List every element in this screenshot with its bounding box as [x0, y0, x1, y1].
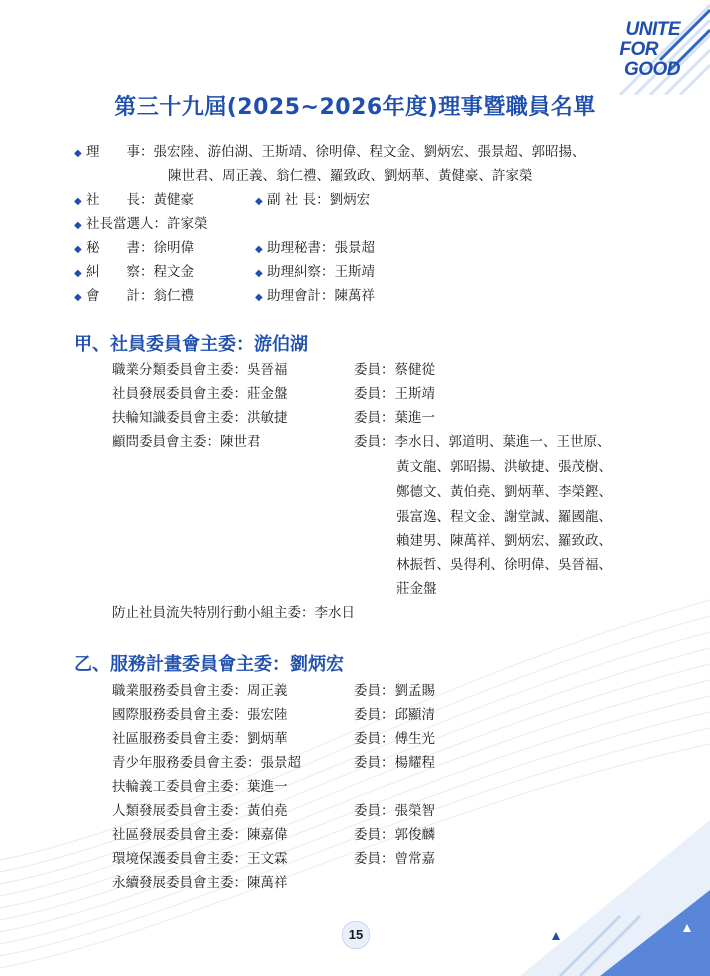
- diamond-bullet-icon: ◆: [255, 196, 263, 207]
- section-b-members-2: 委員：邱顯清: [354, 707, 435, 723]
- section-a-members-1: 委員：蔡健從: [354, 362, 435, 378]
- directors-list-line-1: 張宏陸、游伯湖、王斯靖、徐明偉、程文金、劉炳宏、張景超、郭昭揚、: [153, 144, 586, 160]
- section-a-chair-1: 職業分類委員會主委：吳晉福: [112, 362, 288, 378]
- diamond-bullet-icon: ◆: [255, 268, 263, 279]
- section-a-chair-2: 社員發展委員會主委：莊金盤: [112, 386, 288, 402]
- directors-list-line-2: 陳世君、周正義、翁仁禮、羅致政、劉炳華、黃健豪、許家榮: [168, 168, 533, 184]
- section-b-members-8: 委員：曾常嘉: [354, 851, 435, 867]
- vice-president-row: [255, 192, 370, 210]
- section-b-chair-4: 青少年服務委員會主委：張景超: [112, 755, 301, 771]
- secretary-text: 秘 書：徐明偉: [86, 240, 194, 256]
- asst-sergeant-text: 助理糾察：王斯靖: [267, 264, 375, 280]
- logo-line-2: FOR: [619, 39, 658, 60]
- section-a-members-4: 委員：李水日、郭道明、葉進一、王世原、: [354, 434, 611, 450]
- section-b-chair-7: 社區發展委員會主委：陳嘉偉: [112, 827, 288, 843]
- treasurer-row: [74, 288, 194, 306]
- advisor-list-line: 鄭德文、黃伯堯、劉炳華、李榮鏗、: [396, 484, 612, 500]
- section-b-members-4: 委員：楊耀程: [354, 755, 435, 771]
- asst-treasurer-row: [255, 288, 375, 306]
- section-a-chair-3: 扶輪知識委員會主委：洪敏捷: [112, 410, 288, 426]
- asst-secretary-text: 助理秘書：張景超: [267, 240, 375, 256]
- advisor-list-line: 林振哲、吳得利、徐明偉、吳晉福、: [396, 557, 612, 573]
- section-b-members-7: 委員：郭俊麟: [354, 827, 435, 843]
- sergeant-text: 糾 察：程文金: [86, 264, 194, 280]
- directors-label: 理 事：: [86, 144, 154, 160]
- directors-row: [74, 144, 586, 162]
- diamond-bullet-icon: ◆: [74, 244, 82, 255]
- section-a-chair-4: 顧問委員會主委：陳世君: [112, 434, 261, 450]
- diamond-bullet-icon: ◆: [74, 196, 82, 207]
- section-b-chair-3: 社區服務委員會主委：劉炳華: [112, 731, 288, 747]
- president-elect-text: 社長當選人：許家榮: [86, 216, 208, 232]
- unite-for-good-logo: [619, 20, 680, 80]
- section-b-chair-5: 扶輪義工委員會主委：葉進一: [112, 779, 288, 795]
- president-row: [74, 192, 194, 210]
- diamond-bullet-icon: ◆: [74, 292, 82, 303]
- treasurer-text: 會 計：翁仁禮: [86, 288, 194, 304]
- advisor-list-line: 賴建男、陳萬祥、劉炳宏、羅致政、: [396, 533, 612, 549]
- section-b-chair-1: 職業服務委員會主委：周正義: [112, 683, 288, 699]
- section-a-heading: 甲、社員委員會主委：游伯湖: [74, 334, 308, 355]
- section-b-chair-6: 人類發展委員會主委：黃伯堯: [112, 803, 288, 819]
- asst-secretary-row: [255, 240, 375, 258]
- diamond-bullet-icon: ◆: [74, 220, 82, 231]
- section-b-members-6: 委員：張榮智: [354, 803, 435, 819]
- logo-line-1: UNITE: [625, 19, 680, 40]
- section-a-members-2: 委員：王斯靖: [354, 386, 435, 402]
- section-b-heading: 乙、服務計畫委員會主委：劉炳宏: [74, 654, 344, 675]
- section-b-chair-9: 永續發展委員會主委：陳萬祥: [112, 875, 288, 891]
- logo-line-3: GOOD: [623, 59, 680, 80]
- asst-sergeant-row: [255, 264, 375, 282]
- advisor-list-line: 張富逸、程文金、謝堂誠、羅國龍、: [396, 509, 612, 525]
- section-b-members-3: 委員：傅生光: [354, 731, 435, 747]
- section-b-chair-2: 國際服務委員會主委：張宏陸: [112, 707, 288, 723]
- diamond-bullet-icon: ◆: [74, 268, 82, 279]
- president-text: 社 長：黃健豪: [86, 192, 194, 208]
- diamond-bullet-icon: ◆: [74, 148, 82, 159]
- section-b-chair-8: 環境保護委員會主委：王文霖: [112, 851, 288, 867]
- advisor-list-line: 黃文龍、郭昭揚、洪敏捷、張茂樹、: [396, 459, 612, 475]
- page-number: 15: [342, 921, 370, 949]
- secretary-row: [74, 240, 194, 258]
- sergeant-row: [74, 264, 194, 282]
- taskforce-chair: 防止社員流失特別行動小組主委：李水日: [112, 605, 355, 621]
- vice-president-text: 副 社 長：劉炳宏: [267, 192, 371, 208]
- president-elect-row: [74, 216, 208, 234]
- section-a-members-3: 委員：葉進一: [354, 410, 435, 426]
- diamond-bullet-icon: ◆: [255, 244, 263, 255]
- diamond-bullet-icon: ◆: [255, 292, 263, 303]
- advisor-list-line: 莊金盤: [396, 581, 437, 597]
- asst-treasurer-text: 助理會計：陳萬祥: [267, 288, 375, 304]
- page-title: 第三十九屆(2025~2026年度)理事暨職員名單: [114, 95, 596, 120]
- section-b-members-1: 委員：劉孟賜: [354, 683, 435, 699]
